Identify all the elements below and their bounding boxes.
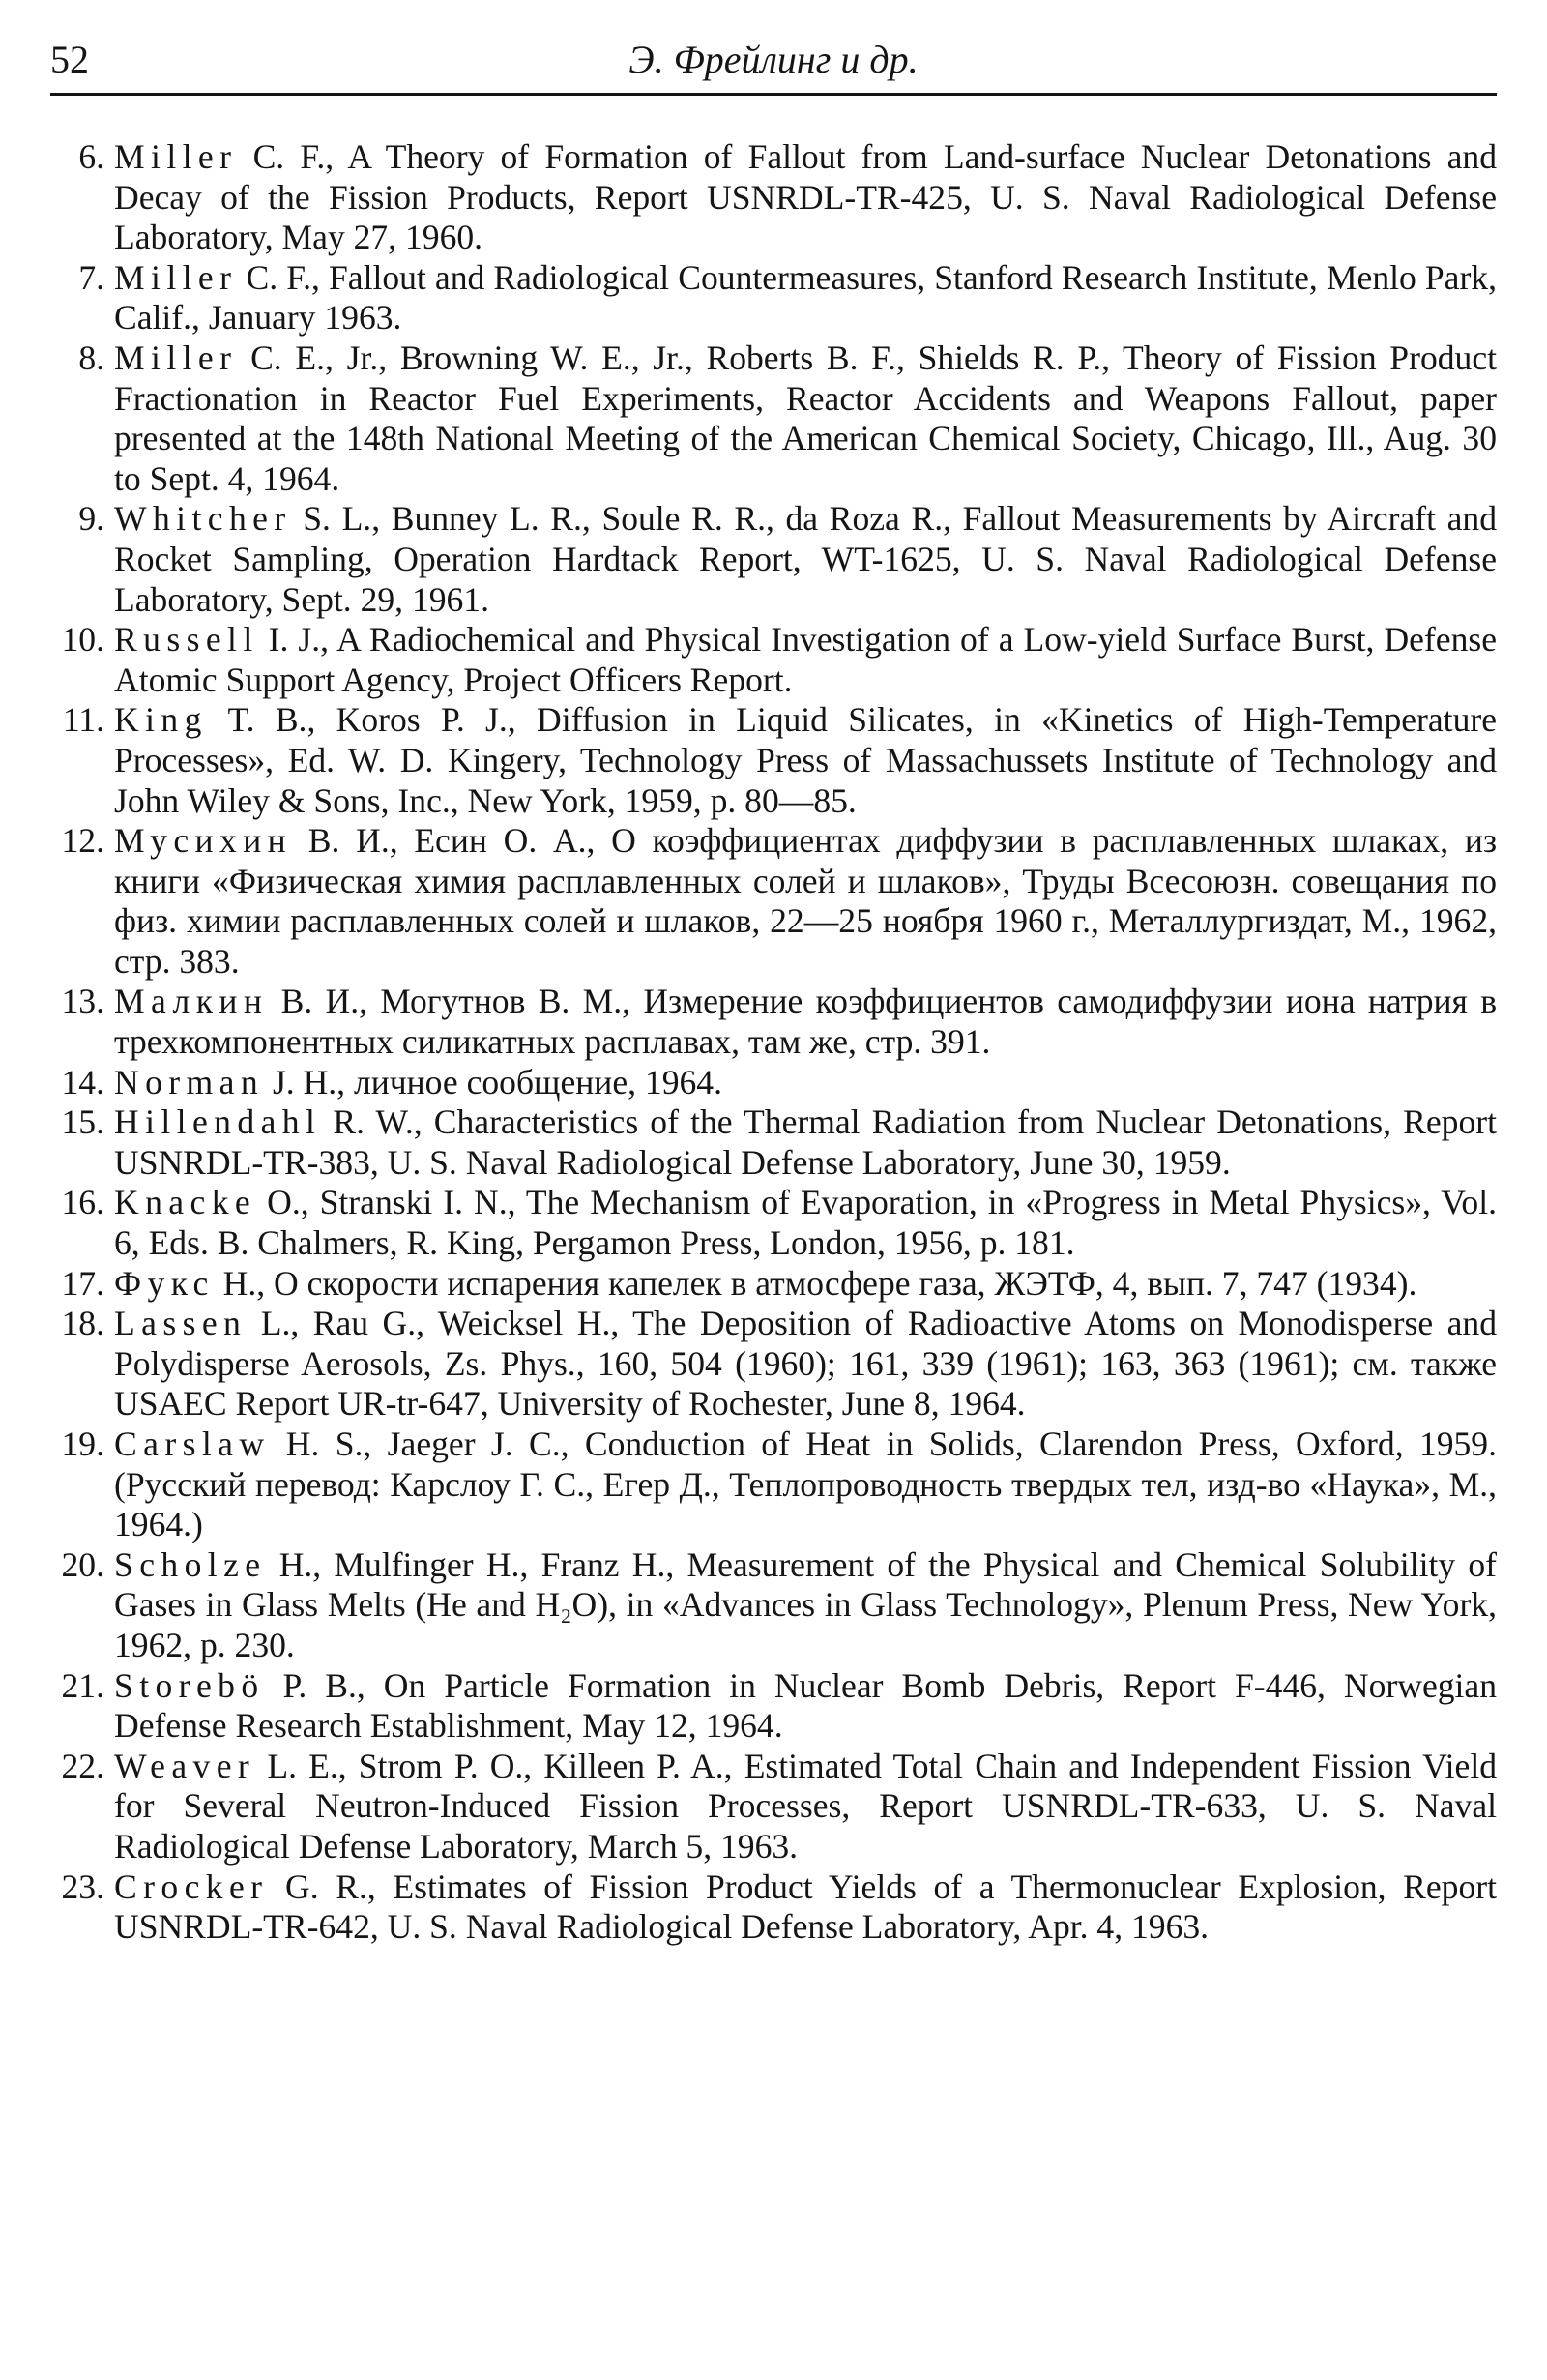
reference-item [50, 499, 1497, 620]
reference-text: C. F., A Theory of Formation of Fallout from Land-surface Nuclear Detonations and Decay of the Fission Products, Report USNRDL-TR-425, U. S. Naval Radiological Defense Laboratory, May 27, 1960. [114, 137, 1497, 257]
reference-item [50, 1545, 1497, 1666]
reference-number: 12. [61, 821, 104, 861]
reference-number: 15. [61, 1102, 104, 1142]
reference-item [50, 258, 1497, 338]
reference-number: 6. [78, 137, 104, 176]
reference-author: Малкин [114, 982, 269, 1021]
reference-author: Фукс [114, 1263, 215, 1303]
reference-text: В. И., Могутнов В. М., Измерение коэффициентов самодиффузии иона натрия в трехкомпонентных силикатных расплавах, там же, стр. 391. [114, 982, 1497, 1062]
reference-item [50, 1183, 1497, 1263]
reference-item [50, 1063, 1497, 1103]
reference-text: I. J., A Radiochemical and Physical Investigation of a Low-yield Surface Burst, Defense Atomic Support Agency, Project Officers Report. [114, 620, 1497, 699]
reference-author: Hillendahl [114, 1102, 322, 1142]
reference-text: T. B., Koros P. J., Diffusion in Liquid Silicates, in «Kinetics of High-Temperature Processes», Ed. W. D. Kingery, Technology Press of Massachussets Institute of Technology and John Wiley & Sons, Inc., New York, 1959, p. 80—85. [114, 700, 1497, 820]
page-header [50, 33, 1497, 87]
header-rule [50, 93, 1497, 96]
reference-item [50, 1102, 1497, 1183]
reference-text: В. И., Есин О. А., О коэффициентах диффузии в расплавленных шлаках, из книги «Физическая химия расплавленных солей и шлаков», Труды Всесоюзн. совещания по физ. химии расплавленных солей и шлаков, 22—25 ноября 1960 г., Металлургиздат, М., 1962, стр. 383. [114, 821, 1497, 981]
reference-item [50, 1747, 1497, 1867]
reference-number: 9. [78, 499, 104, 539]
reference-author: Russell [114, 620, 259, 660]
reference-author: Miller [114, 338, 238, 377]
reference-item [50, 1425, 1497, 1545]
reference-item [50, 821, 1497, 982]
reference-text: C. E., Jr., Browning W. E., Jr., Roberts B. F., Shields R. P., Theory of Fission Product Fractionation in Reactor Fuel Experiments, Reactor Accidents and Weapons Fallout, paper presented at the 148th National Meeting of the American Chemical Society, Chicago, Ill., Aug. 30 to Sept. 4, 1964. [114, 338, 1497, 498]
reference-text: G. R., Estimates of Fission Product Yields of a Thermonuclear Explosion, Report USNRDL-TR-642, U. S. Naval Radiological Defense Laboratory, Apr. 4, 1963. [114, 1866, 1497, 1947]
reference-item [50, 1304, 1497, 1425]
reference-author: Norman [114, 1062, 265, 1102]
reference-number: 17. [61, 1263, 104, 1303]
reference-number: 8. [78, 338, 104, 377]
reference-number: 11. [62, 700, 104, 740]
reference-text: C. F., Fallout and Radiological Countermeasures, Stanford Research Institute, Menlo Park, Calif., January 1963. [114, 257, 1497, 338]
reference-author: Whitcher [114, 499, 292, 539]
reference-text: P. B., On Particle Formation in Nuclear Bomb Debris, Report F-446, Norwegian Defense Research Establishment, May 12, 1964. [114, 1665, 1497, 1746]
reference-item [50, 137, 1497, 258]
reference-number: 7. [78, 257, 104, 297]
reference-author: Crocker [114, 1866, 269, 1906]
reference-item [50, 1264, 1497, 1305]
reference-text: O., Stranski I. N., The Mechanism of Evaporation, in «Progress in Metal Physics», Vol. 6, Eds. B. Chalmers, R. King, Pergamon Press, London, 1956, p. 181. [114, 1183, 1497, 1263]
reference-number: 14. [61, 1062, 104, 1102]
reference-number: 13. [61, 982, 104, 1021]
reference-number: 10. [61, 620, 104, 660]
reference-text: L., Rau G., Weicksel H., The Deposition of Radioactive Atoms on Monodisperse and Polydisperse Aerosols, Zs. Phys., 160, 504 (1960); 161, 339 (1961); 163, 363 (1961); см. также USAEC Report UR-tr-647, University of Rochester, June 8, 1964. [114, 1304, 1497, 1424]
reference-item [50, 1666, 1497, 1747]
reference-number: 16. [61, 1183, 104, 1222]
reference-text: J. H., личное сообщение, 1964. [264, 1062, 722, 1102]
reference-author: Scholze [114, 1544, 267, 1584]
reference-item [50, 1867, 1497, 1948]
reference-author: Carslaw [114, 1425, 271, 1463]
reference-author: Storebö [114, 1665, 265, 1705]
reference-author: Knacke [114, 1183, 257, 1222]
reference-number: 21. [61, 1665, 104, 1705]
reference-text: H., Mulfinger H., Franz H., Measurement of the Physical and Chemical Solubility of Gases in Glass Melts (He and H₂O), in «Advances in Glass Technology», Plenum Press, New York, 1962, p. 230. [114, 1544, 1497, 1664]
reference-text: L. E., Strom P. O., Killeen P. A., Estimated Total Chain and Independent Fission Vield for Several Neutron-Induced Fission Processes, Report USNRDL-TR-633, U. S. Naval Radiological Defense Laboratory, March 5, 1963. [114, 1746, 1497, 1866]
reference-author: King [114, 700, 208, 740]
running-head: Э. Фрейлинг и др. [628, 38, 919, 81]
reference-item [50, 338, 1497, 499]
reference-text: R. W., Characteristics of the Thermal Radiation from Nuclear Detonations, Report USNRDL-TR-383, U. S. Naval Radiological Defense Laboratory, June 30, 1959. [114, 1102, 1497, 1182]
reference-author: Lassen [114, 1304, 248, 1343]
reference-number: 18. [61, 1304, 104, 1343]
reference-number: 19. [61, 1425, 104, 1463]
reference-author: Miller [114, 137, 238, 176]
reference-item [50, 700, 1497, 821]
reference-number: 20. [61, 1544, 104, 1584]
reference-text: Н., О скорости испарения капелек в атмосфере газа, ЖЭТФ, 4, вып. 7, 747 (1934). [214, 1263, 1417, 1303]
reference-number: 23. [61, 1866, 104, 1906]
reference-list [50, 137, 1497, 1948]
reference-number: 22. [61, 1746, 104, 1785]
reference-text: H. S., Jaeger J. C., Conduction of Heat in Solids, Clarendon Press, Oxford, 1959. (Русский перевод: Карслоу Г. С., Егер Д., Теплопроводность твердых тел, изд-во «Наука», М., 1964.) [114, 1425, 1497, 1544]
reference-author: Weaver [114, 1746, 256, 1785]
reference-author: Miller [114, 257, 238, 297]
reference-author: Мусихин [114, 821, 293, 861]
reference-text: S. L., Bunney L. R., Soule R. R., da Roza R., Fallout Measurements by Aircraft and Rocket Sampling, Operation Hardtack Report, WT-1625, U. S. Naval Radiological Defense Laboratory, Sept. 29, 1961. [114, 499, 1497, 619]
reference-item [50, 620, 1497, 700]
page-number: 52 [50, 38, 89, 81]
reference-item [50, 982, 1497, 1062]
